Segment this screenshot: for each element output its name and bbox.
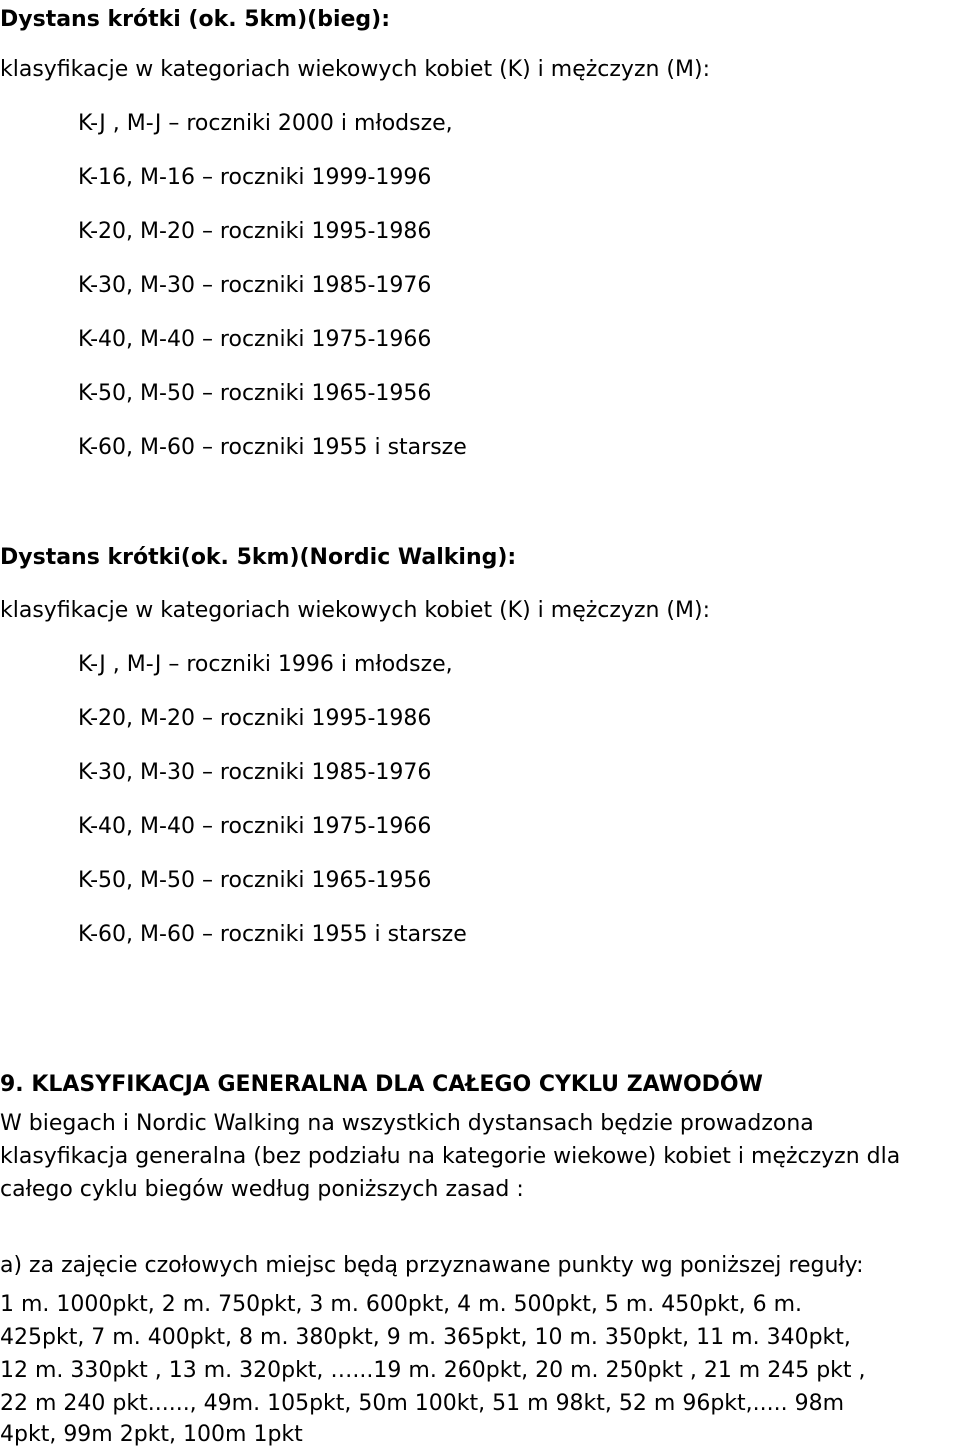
section-run-heading: Dystans krótki (ok. 5km)(bieg): <box>0 7 391 32</box>
points-line: 425pkt, 7 m. 400pkt, 8 m. 380pkt, 9 m. 365pkt, 10 m. 350pkt, 11 m. 340pkt, <box>0 1325 851 1350</box>
category-item: K-J , M-J – roczniki 2000 i młodsze, <box>78 111 453 136</box>
section-nordic-heading: Dystans krótki(ok. 5km)(Nordic Walking): <box>0 545 517 570</box>
category-item: K-20, M-20 – roczniki 1995-1986 <box>78 706 432 731</box>
category-item: K-60, M-60 – roczniki 1955 i starsze <box>78 435 467 460</box>
points-line: 1 m. 1000pkt, 2 m. 750pkt, 3 m. 600pkt, 4 m. 500pkt, 5 m. 450pkt, 6 m. <box>0 1292 802 1317</box>
rule-a: a) za zajęcie czołowych miejsc będą przyznawane punkty wg poniższej reguły: <box>0 1253 864 1278</box>
category-item: K-60, M-60 – roczniki 1955 i starsze <box>78 922 467 947</box>
category-item: K-40, M-40 – roczniki 1975-1966 <box>78 814 432 839</box>
paragraph-line: klasyfikacja generalna (bez podziału na kategorie wiekowe) kobiet i mężczyzn dla <box>0 1144 901 1169</box>
section-run-intro: klasyfikacje w kategoriach wiekowych kobiet (K) i mężczyzn (M): <box>0 57 710 82</box>
category-item: K-30, M-30 – roczniki 1985-1976 <box>78 760 432 785</box>
points-line: 4pkt, 99m 2pkt, 100m 1pkt <box>0 1422 303 1447</box>
paragraph-line: W biegach i Nordic Walking na wszystkich dystansach będzie prowadzona <box>0 1111 814 1136</box>
category-item: K-40, M-40 – roczniki 1975-1966 <box>78 327 432 352</box>
category-item: K-20, M-20 – roczniki 1995-1986 <box>78 219 432 244</box>
points-line: 22 m 240 pkt......, 49m. 105pkt, 50m 100kt, 51 m 98kt, 52 m 96pkt,..... 98m <box>0 1391 845 1416</box>
category-item: K-30, M-30 – roczniki 1985-1976 <box>78 273 432 298</box>
category-item: K-50, M-50 – roczniki 1965-1956 <box>78 868 432 893</box>
category-item: K-J , M-J – roczniki 1996 i młodsze, <box>78 652 453 677</box>
section-nordic-intro: klasyfikacje w kategoriach wiekowych kobiet (K) i mężczyzn (M): <box>0 598 710 623</box>
paragraph-line: całego cyklu biegów według poniższych zasad : <box>0 1177 524 1202</box>
category-item: K-16, M-16 – roczniki 1999-1996 <box>78 165 432 190</box>
points-line: 12 m. 330pkt , 13 m. 320pkt, …...19 m. 260pkt, 20 m. 250pkt , 21 m 245 pkt , <box>0 1358 866 1383</box>
section-general-heading: 9. KLASYFIKACJA GENERALNA DLA CAŁEGO CYKLU ZAWODÓW <box>0 1072 763 1097</box>
category-item: K-50, M-50 – roczniki 1965-1956 <box>78 381 432 406</box>
